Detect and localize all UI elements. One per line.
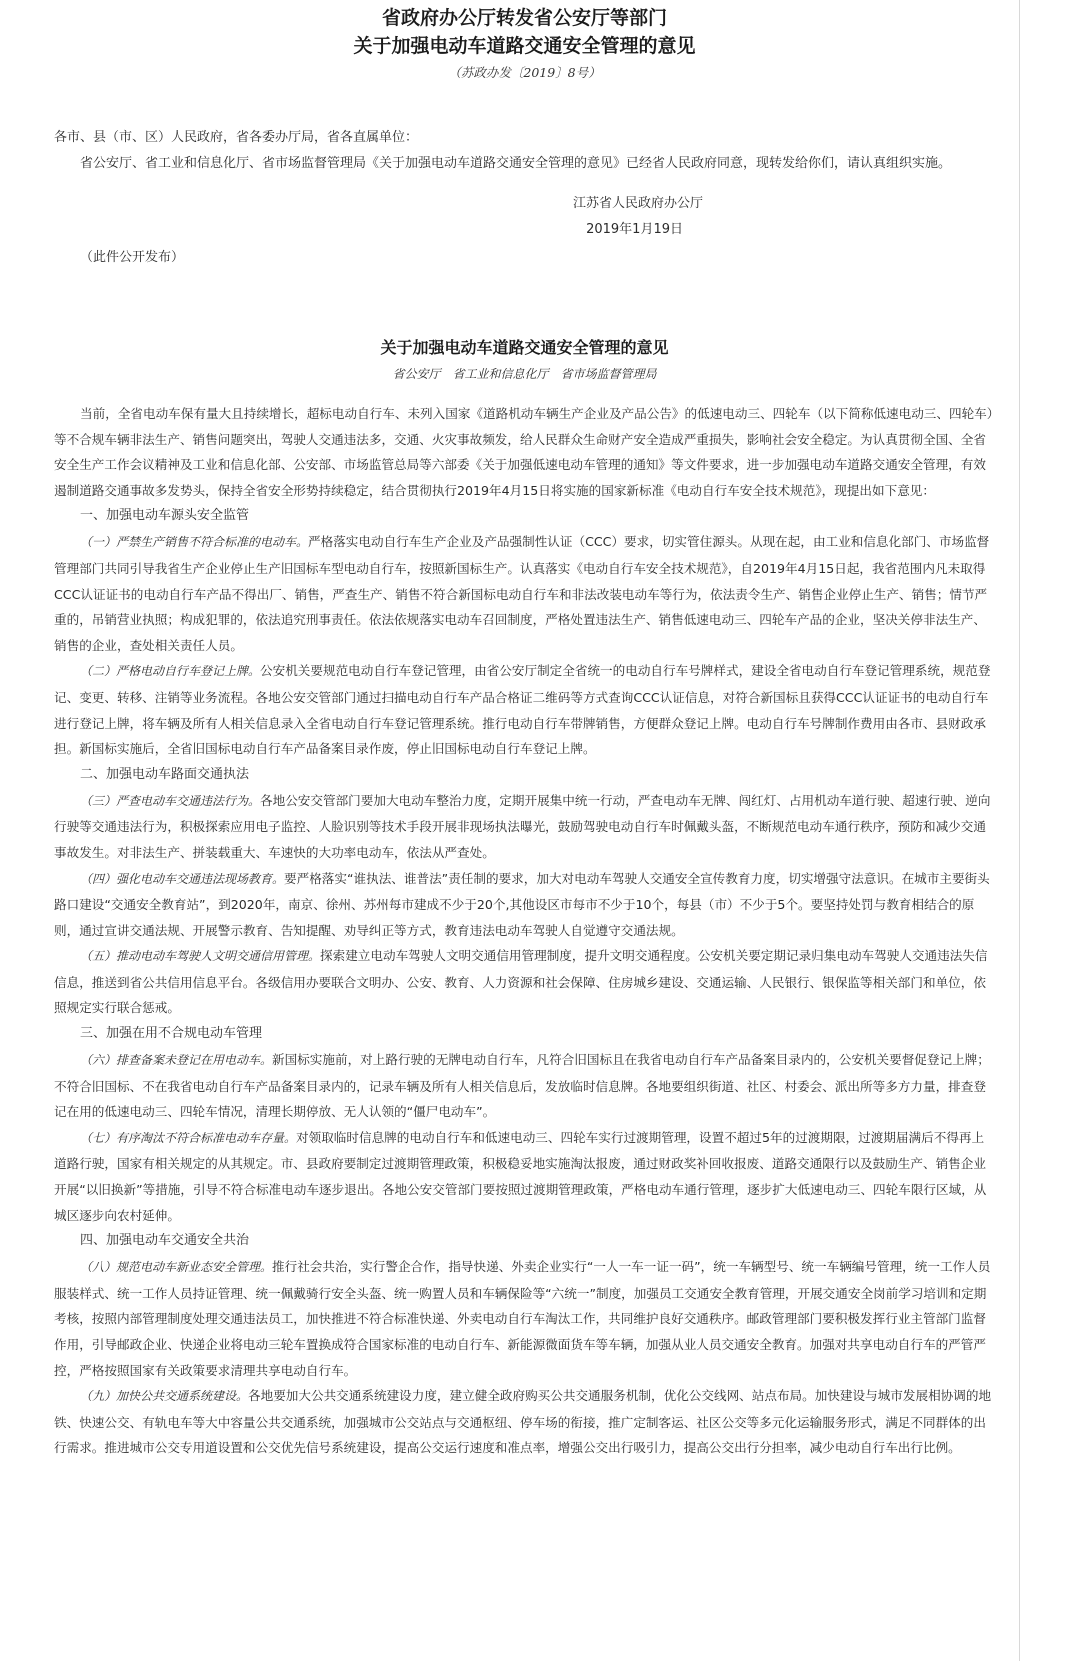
section-item (54, 529, 995, 658)
item-lead: （九）加快公共交通系统建设。 (80, 1389, 249, 1404)
item-text: 各地要加大公共交通系统建设力度，建立健全政府购买公共交通服务机制，优化公交线网、站点布局。加快建设与城市发展相协调的地铁、快速公交、有轨电车等大中容量公共交通系统，加强城市公交站点与交通枢纽、停车场的衔接，推广定制客运、社区公交等多元化运输服务形式，满足不同群体的出行需求。推进城市公交专用道设置和公交优先信号系统建设，提高公交运行速度和准点率，增强公交出行吸引力，提高公交出行分担率，减少电动自行车出行比例。 (54, 1388, 992, 1456)
document-number: （苏政办发〔2019〕8号） (448, 65, 601, 80)
notice-body: 省公安厅、省工业和信息化厅、省市场监督管理局《关于加强电动车道路交通安全管理的意见》已经省人民政府同意，现转发给你们，请认真组织实施。 (80, 156, 952, 171)
item-lead: （七）有序淘汰不符合标准电动车存量。 (80, 1130, 297, 1145)
section-item (54, 1047, 995, 1125)
item-lead: （二）严格电动自行车登记上牌。 (80, 664, 261, 679)
salutation: 各市、县（市、区）人民政府，省各委办厅局，省各直属单位： (54, 130, 419, 145)
section-item (54, 658, 995, 761)
section-item (54, 1383, 995, 1461)
section-heading: 一、加强电动车源头安全监管 (80, 508, 250, 524)
section-item (54, 788, 995, 866)
opinion-intro: 当前，全省电动车保有量大且持续增长，超标电动自行车、未列入国家《道路机动车辆生产企业及产品公告》的低速电动三、四轮车（以下简称低速电动三、四轮车）等不合规车辆非法生产、销售问题突出，驾驶人交通违法多，交通、火灾事故频发，给人民群众生命财产安全造成严重损失，影响社会安全稳定。为认真贯彻全国、全省安全生产工作会议精神及工业和信息化部、公安部、市场监管总局等六部委《关于加强低速电动车管理的通知》等文件要求，进一步加强电动车道路交通安全管理，有效遏制道路交通事故多发势头，保持全省安全形势持续稳定，结合贯彻执行2019年4月15日将实施的国家新标准《电动自行车安全技术规范》，现提出如下意见： (54, 406, 994, 498)
item-lead: （四）强化电动车交通违法现场教育。 (80, 871, 285, 886)
item-lead: （一）严禁生产销售不符合标准的电动车。 (80, 535, 309, 550)
section-heading: 二、加强电动车路面交通执法 (80, 766, 250, 782)
section-heading: 三、加强在用不合规电动车管理 (80, 1026, 263, 1042)
item-lead: （三）严查电动车交通违法行为。 (80, 793, 261, 808)
item-text: 探索建立电动车驾驶人文明交通信用管理制度，提升文明交通程度。公安机关要定期记录归集电动车驾驶人交通违法失信信息，推送到省公共信用信息平台。各级信用办要联合文明办、公安、教育、人力资源和社会保障、住房城乡建设、交通运输、人民银行、银保监等相关部门和单位，依照规定实行联合惩戒。 (54, 948, 988, 1016)
item-lead: （六）排查备案未登记在用电动车。 (80, 1053, 273, 1068)
section-heading: 四、加强电动车交通安全共治 (80, 1233, 250, 1249)
public-note: （此件公开发布） (80, 250, 185, 265)
section-item (54, 1125, 995, 1228)
signer: 江苏省人民政府办公厅 (572, 196, 703, 211)
section-item (54, 943, 995, 1021)
section-item (54, 1254, 995, 1383)
item-text: 新国标实施前，对上路行驶的无牌电动自行车，凡符合旧国标且在我省电动自行车产品备案目录内的，公安机关要督促登记上牌；不符合旧国标、不在我省电动自行车产品备案目录内的，记录车辆及所有人相关信息后，发放临时信息牌。各地要组织街道、社区、村委会、派出所等多方力量，排查登记在用的低速电动三、四轮车情况，清理长期停放、无人认领的“僵尸电动车”。 (54, 1052, 990, 1120)
opinion-title: 关于加强电动车道路交通安全管理的意见 (380, 338, 669, 357)
item-text: 公安机关要规范电动自行车登记管理，由省公安厅制定全省统一的电动自行车号牌样式，建设全省电动自行车登记管理系统，规范登记、变更、转移、注销等业务流程。各地公安交管部门通过扫描电动自行车产品合格证二维码等方式查询CCC认证信息，对符合新国标且获得CCC认证证书的电动自行车进行登记上牌，将车辆及所有人相关信息录入全省电动自行车登记管理系统。推行电动自行车带牌销售，方便群众登记上牌。电动自行车号牌制作费用由各市、县财政承担。新国标实施后，全省旧国标电动自行车产品备案目录作废，停止旧国标电动自行车登记上牌。 (54, 663, 991, 757)
item-lead: （八）规范电动车新业态安全管理。 (80, 1260, 273, 1275)
item-lead: （五）推动电动车驾驶人文明交通信用管理。 (80, 949, 321, 964)
item-text: 各地公安交管部门要加大电动车整治力度，定期开展集中统一行动，严查电动车无牌、闯红灯、占用机动车道行驶、超速行驶、逆向行驶等交通违法行为，积极探索应用电子监控、人脸识别等技术手段开展非现场执法曝光，鼓励驾驶电动自行车时佩戴头盔，不断规范电动车通行秩序，预防和减少交通事故发生。对非法生产、拼装载重大、车速快的大功率电动车，依法从严查处。 (54, 792, 991, 860)
item-text: 推行社会共治，实行警企合作，指导快递、外卖企业实行“一人一车一证一码”，统一车辆型号、统一车辆编号管理，统一工作人员服装样式、统一工作人员持证管理、统一佩戴骑行安全头盔、统一购置人员和车辆保险等“六统一”制度，加强员工交通安全教育管理，开展交通安全岗前学习培训和定期考核，按照内部管理制度处理交通违法员工，加快推进不符合标准快递、外卖电动自行车淘汰工作，共同维护良好交通秩序。邮政管理部门要积极发挥行业主管部门监督作用，引导邮政企业、快递企业将电动三轮车置换成符合国家标准的电动自行车、新能源微面货车等车辆，加强从业人员交通安全教育。加强对共享电动自行车的严管严控，严格按照国家有关政策要求清理共享电动自行车。 (54, 1259, 991, 1378)
document-title-line2: 关于加强电动车道路交通安全管理的意见 (353, 35, 696, 57)
item-text: 要严格落实“谁执法、谁普法”责任制的要求，加大对电动车驾驶人交通安全宣传教育力度，切实增强守法意识。在城市主要街头路口建设“交通安全教育站”，到2020年，南京、徐州、苏州每市建成不少于20个,其他设区市每市不少于10个，每县（市）不少于5个。要坚持处罚与教育相结合的原则，通过宣讲交通法规、开展警示教育、告知提醒、劝导纠正等方式，教育违法电动车驾驶人自觉遵守交通法规。 (54, 870, 990, 938)
opinion-issuers: 省公安厅 省工业和信息化厅 省市场监督管理局 (392, 367, 657, 381)
document-title-line1: 省政府办公厅转发省公安厅等部门 (381, 7, 667, 29)
section-item (54, 866, 995, 944)
issue-date: 2019年1月19日 (586, 222, 683, 237)
item-text: 严格落实电动自行车生产企业及产品强制性认证（CCC）要求，切实管住源头。从现在起，由工业和信息化部门、市场监督管理部门共同引导我省生产企业停止生产旧国标车型电动自行车，按照新国标生产。认真落实《电动自行车安全技术规范》，自2019年4月15日起，我省范围内凡未取得CCC认证证书的电动自行车产品不得出厂、销售，严查生产、销售不符合新国标电动自行车和非法改装电动车等行为，依法责令生产、销售企业停止生产、销售；情节严重的，吊销营业执照；构成犯罪的，依法追究刑事责任。依法依规落实电动车召回制度，严格处置违法生产、销售低速电动三、四轮车产品的企业，坚决关停非法生产、销售的企业，查处相关责任人员。 (54, 534, 990, 653)
item-text: 对领取临时信息牌的电动自行车和低速电动三、四轮车实行过渡期管理，设置不超过5年的过渡期限，过渡期届满后不得再上道路行驶，国家有相关规定的从其规定。市、县政府要制定过渡期管理政策，积极稳妥地实施淘汰报废，通过财政奖补回收报废、道路交通限行以及鼓励生产、销售企业开展“以旧换新”等措施，引导不符合标准电动车逐步退出。各地公安交管部门要按照过渡期管理政策，严格电动车通行管理，逐步扩大低速电动三、四轮车限行区域，从城区逐步向农村延伸。 (54, 1129, 987, 1223)
